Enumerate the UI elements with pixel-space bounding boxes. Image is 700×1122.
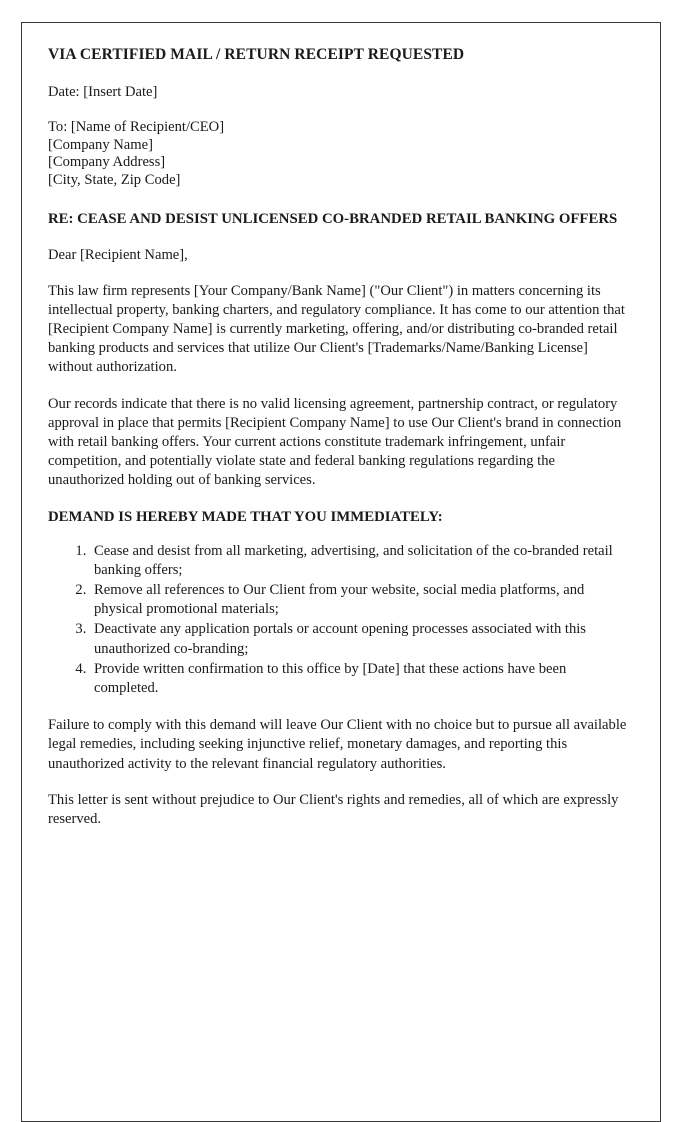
date-line: Date: [Insert Date]: [48, 84, 158, 100]
closing-paragraph-failure-to-comply: Failure to comply with this demand will leave Our Client with no choice but to pursue all available legal remedies, including seeking injunctive relief, monetary damages, and reporting this unauthorized activity to the relevant financial regulatory authorities.: [48, 717, 627, 772]
body-paragraph-representation: This law firm represents [Your Company/Bank Name] ("Our Client") in matters concerning its intellectual property, banking charters, and regulatory compliance. It has come to our attention that [Recipient Company Name] is currently marketing, offering, and/or distributing co-branded retail banking products and services that utilize Our Client's [Trademarks/Name/Banking License] without authorization.: [48, 282, 625, 376]
demand-heading: DEMAND IS HEREBY MADE THAT YOU IMMEDIATELY:: [48, 508, 443, 525]
list-item: 3. Deactivate any application portals or account opening processes associated with this unauthorized co-branding;: [90, 620, 634, 658]
list-item: 4. Provide written confirmation to this office by [Date] that these actions have been completed.: [90, 660, 634, 698]
recipient-city-state-zip-line: [City, State, Zip Code]: [48, 171, 181, 188]
list-item: 1. Cease and desist from all marketing, advertising, and solicitation of the co-branded retail banking offers;: [90, 542, 634, 580]
recipient-address-line: [Company Address]: [48, 154, 166, 171]
recipient-address-block: [48, 119, 634, 189]
salutation: Dear [Recipient Name],: [48, 246, 188, 263]
recipient-company-line: [Company Name]: [48, 136, 153, 153]
closing-paragraph-without-prejudice: This letter is sent without prejudice to Our Client's rights and remedies, all of which are expressly reserved.: [48, 791, 619, 828]
demand-list: [48, 542, 634, 699]
document-page: [21, 22, 661, 1122]
list-item: 2. Remove all references to Our Client from your website, social media platforms, and physical promotional materials;: [90, 581, 634, 619]
recipient-name-line: To: [Name of Recipient/CEO]: [48, 119, 225, 136]
delivery-method-heading: VIA CERTIFIED MAIL / RETURN RECEIPT REQUESTED: [48, 46, 465, 63]
body-paragraph-records: Our records indicate that there is no valid licensing agreement, partnership contract, or regulatory approval in place that permits [Recipient Company Name] to use Our Client's brand in connection with retail banking offers. Your current actions constitute trademark infringement, unfair competition, and potentially violate state and federal banking regulations regarding the unauthorized holding out of banking services.: [48, 395, 622, 489]
document-content: [22, 23, 660, 829]
subject-line-heading: RE: CEASE AND DESIST UNLICENSED CO-BRANDED RETAIL BANKING OFFERS: [48, 210, 618, 227]
